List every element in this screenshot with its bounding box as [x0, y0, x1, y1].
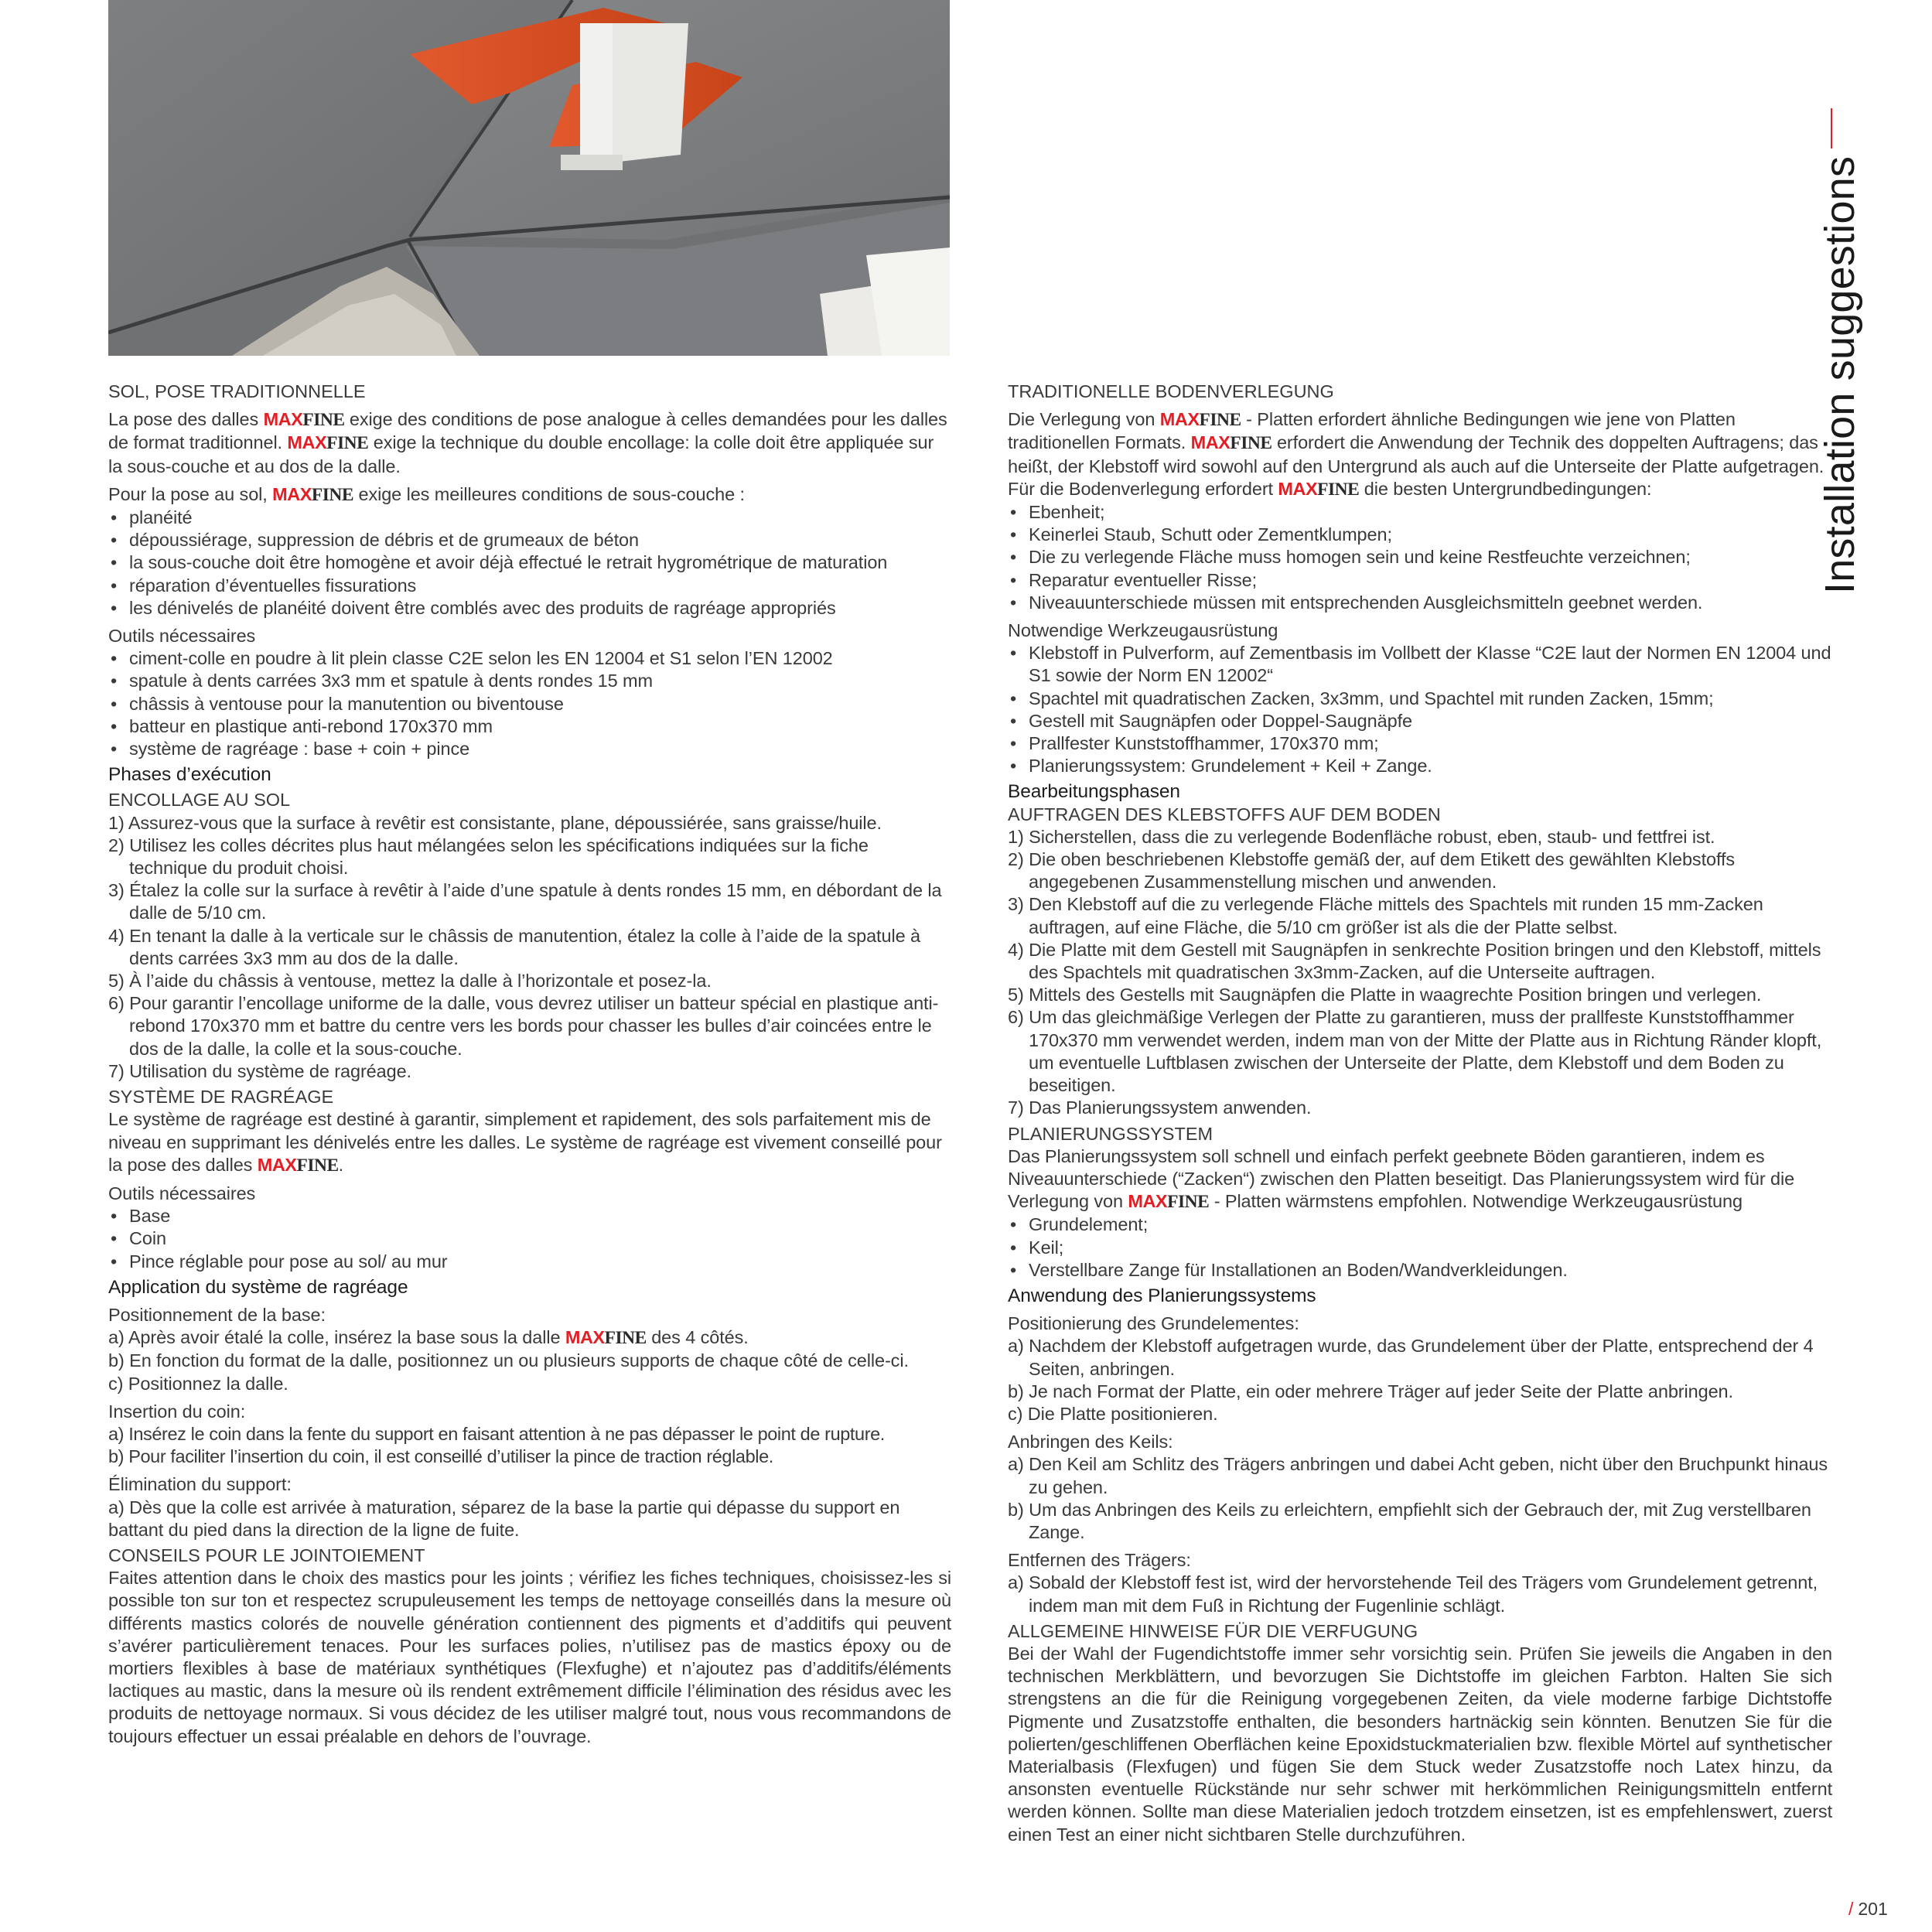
list-item: • Keil; [1008, 1237, 1832, 1259]
list-item: 4) Die Platte mit dem Gestell mit Saugnäpfen in senkrechte Position bringen und den Klebstoff, mittels des Spachtels mit quadratischen 3x3mm-Zacken, auf die Unterseite auftragen. [1008, 939, 1821, 983]
fr-leveling-title: SYSTÈME DE RAGRÉAGE [108, 1087, 334, 1108]
list-item: 3) Étalez la colle sur la surface à revêtir à l’aide d’une spatule à dents rondes 15 mm, en débordant de la dalle de 5/10 cm. [108, 880, 942, 923]
de-intro: Die Verlegung von MAXFINE - Platten erfordert ähnliche Bedingungen wie jene von Platten traditionellen Formats. MAXFINE erfordert die Anwendung der Technik des doppelten Auftragens; das heißt, der Klebstoff wird sowohl auf den Untergrund als auch auf die Unterseite der Platte aufgetragen. Für die Bodenverlegung erfordert MAXFINE die besten Untergrundbedingungen: [1008, 409, 1824, 500]
list-item: • Coin [108, 1227, 951, 1250]
list-item: • Ebenheit; [1008, 501, 1832, 524]
list-item: 5) À l’aide du châssis à ventouse, mettez la dalle à l’horizontale et posez-la. [108, 971, 712, 992]
de-joint-text: Bei der Wahl der Fugendichtstoffe immer sehr vorsichtig sein. Prüfen Sie jeweils die Angaben in den technischen Merkblättern, und bevorzugen Sie Dichtstoffe im gleichen Farbton. Halten Sie sich strengstens an die für die Reinigung vorgegebenen Zeiten, da viele moderne farbige Dichtstoffe Pigmente und Zusatzstoffe enthalten, die besonders hartnäckig sein könnten. Benutzen Sie für die polierten/geschliffenen Oberflächen keine Epoxidstuckmaterialien bzw. flexible Mörtel auf synthetischer Materialbasis (Flexfugen) und fügen Sie dem Stuck weder Zusatzstoffe noch Latex hinzu, da ansonsten eventuelle Rückstände nur sehr schwer mit herkömmlichen Reinigungsmitteln entfernt werden können. Sollte man diese Materialien jedoch trotzdem einsetzen, ist es empfehlenswert, zuerst einen Test an einer nicht sichtbaren Stelle durchzuführen. [1008, 1643, 1832, 1845]
fr-insertion-title: Insertion du coin: [108, 1401, 246, 1422]
maxfine-logo: MAXFINE [263, 409, 345, 431]
maxfine-logo: MAXFINE [287, 432, 369, 454]
list-item: • Gestell mit Saugnäpfen oder Doppel-Saugnäpfe [1008, 710, 1832, 732]
list-item: • planéité [108, 507, 951, 529]
fr-leveling-text: Le système de ragréage est destiné à garantir, simplement et rapidement, des sols parfaitement mis de niveau en supprimant les dénivelés entre les dalles. Le système de ragréage est vivement conseillé pour la pose des dalles MAXFINE. [108, 1109, 942, 1176]
side-title-accent-line [1831, 108, 1832, 148]
de-leveling-title: PLANIERUNGSSYSTEM [1008, 1123, 1213, 1144]
list-item: • Prallfester Kunststoffhammer, 170x370 mm; [1008, 732, 1832, 755]
tile-leveling-illustration [108, 0, 950, 356]
fr-joint-title: CONSEILS POUR LE JOINTOIEMENT [108, 1545, 425, 1565]
de-positioning-title: Positionierung des Grundelementes: [1008, 1313, 1299, 1334]
page-number [1848, 1899, 1888, 1920]
fr-tools-title: Outils nécessaires [108, 626, 256, 647]
fr-glue-title: ENCOLLAGE AU SOL [108, 790, 291, 811]
fr-intro: La pose des dalles MAXFINE exige des conditions de pose analogue à celles demandées pour les dalles de format traditionnel. MAXFINE exige la technique du double encollage: la colle doit être appliquée sur la sous-couche et au dos de la dalle. [108, 409, 947, 476]
fr-elimination-title: Élimination du support: [108, 1474, 292, 1495]
de-glue-title: AUFTRAGEN DES KLEBSTOFFS AUF DEM BODEN [1008, 804, 1441, 824]
list-item: 6) Um das gleichmäßige Verlegen der Platte zu garantieren, muss der prallfeste Kunststoffhammer 170x370 mm verwendet werden, indem man von der Mitte der Platte aus in Richtung Ränder klopft, um eventuelle Luftblasen zwischen der Unterseite der Platte, dem Klebstoff und dem Boden zu beseitigen. [1008, 1007, 1822, 1096]
page-number-value: 201 [1858, 1899, 1888, 1919]
de-tools-title: Notwendige Werkzeugausrüstung [1008, 620, 1278, 641]
de-leveling-tools-list [1008, 1213, 1832, 1282]
maxfine-logo: MAXFINE [1159, 409, 1241, 431]
list-item: a) Après avoir étalé la colle, insérez la base sous la dalle MAXFINE des 4 côtés. [108, 1327, 749, 1349]
fr-positioning-title: Positionnement de la base: [108, 1304, 326, 1325]
de-conditions-list [1008, 501, 1832, 614]
list-item: • système de ragréage : base + coin + pince [108, 738, 951, 760]
list-item: • châssis à ventouse pour la manutention ou biventouse [108, 693, 951, 715]
list-item: • Reparatur eventueller Risse; [1008, 569, 1832, 592]
list-item: 1) Assurez-vous que la surface à revêtir est consistante, plane, dépoussiérée, sans graisse/huile. [108, 812, 882, 833]
de-glue-steps [1008, 826, 1832, 1120]
list-item: 2) Die oben beschriebenen Klebstoffe gemäß der, auf dem Etikett des gewählten Klebstoffs angegebenen Zusammenstellung mischen und anwenden. [1008, 849, 1736, 893]
de-leveling-text: Das Planierungssystem soll schnell und einfach perfekt geebnete Böden garantieren, indem es Niveauunterschiede (“Zacken“) zwischen den Platten beseitigt. Das Planierungssystem wird für die Verlegung von MAXFINE - Platten wärmstens empfohlen. Notwendige Werkzeugausrüstung [1008, 1145, 1795, 1213]
list-item: b) Je nach Format der Platte, ein oder mehrere Träger auf jeder Seite der Platte anbringen. [1008, 1381, 1733, 1401]
list-item: 4) En tenant la dalle à la verticale sur le châssis de manutention, étalez la colle à l’aide de la spatule à dents carrées 3x3 mm au dos de la dalle. [108, 925, 920, 968]
fr-elimination-text: a) Dès que la colle est arrivée à maturation, séparez de la base la partie qui dépasse du support en battant du pied dans la direction de la ligne de fuite. [108, 1497, 900, 1540]
fr-positioning-steps [108, 1326, 951, 1395]
list-item: • la sous-couche doit être homogène et avoir déjà effectué le retrait hygrométrique de maturation [108, 551, 951, 574]
list-item: • Planierungssystem: Grundelement + Keil + Zange. [1008, 755, 1832, 777]
list-item: • Die zu verlegende Fläche muss homogen sein und keine Restfeuchte verzeichnen; [1008, 546, 1832, 568]
de-tools-list [1008, 642, 1832, 777]
list-item: • batteur en plastique anti-rebond 170x370 mm [108, 715, 951, 738]
list-item: 3) Den Klebstoff auf die zu verlegende Fläche mittels des Spachtels mit runden 15 mm-Zacken auftragen, auf eine Fläche, die 5/10 cm größer ist als die der Platte selbst. [1008, 894, 1763, 937]
list-item: • Niveauunterschiede müssen mit entsprechenden Ausgleichsmitteln geebnet werden. [1008, 592, 1832, 614]
maxfine-logo: MAXFINE [1128, 1191, 1210, 1213]
list-item: b) En fonction du format de la dalle, positionnez un ou plusieurs supports de chaque côté de celle-ci. [108, 1350, 909, 1371]
list-item: a) Sobald der Klebstoff fest ist, wird der hervorstehende Teil des Trägers vom Grundelement getrennt, indem man mit dem Fuß in Richtung der Fugenlinie schlägt. [1008, 1572, 1818, 1616]
list-item: a) Nachdem der Klebstoff aufgetragen wurde, das Grundelement über der Platte, entsprechend der 4 Seiten, anbringen. [1008, 1336, 1814, 1379]
de-phases-title: Bearbeitungsphasen [1008, 781, 1180, 803]
fr-phases-title: Phases d’exécution [108, 764, 271, 786]
list-item: 7) Utilisation du système de ragréage. [108, 1060, 411, 1081]
de-application-title: Anwendung des Planierungssystems [1008, 1285, 1316, 1306]
list-item: • Verstellbare Zange für Installationen an Boden/Wandverkleidungen. [1008, 1259, 1832, 1282]
page-number-slash: / [1848, 1899, 1854, 1919]
list-item: b) Pour faciliter l’insertion du coin, il est conseillé d’utiliser la pince de traction réglable. [108, 1446, 773, 1467]
list-item: a) Insérez le coin dans la fente du support en faisant attention à ne pas dépasser le point de rupture. [108, 1423, 885, 1444]
list-item: c) Positionnez la dalle. [108, 1373, 288, 1394]
fr-tools-list [108, 647, 951, 760]
list-item: • Pince réglable pour pose au sol/ au mur [108, 1251, 951, 1273]
list-item: • les dénivelés de planéité doivent être comblés avec des produits de ragréage appropriés [108, 597, 951, 620]
de-positioning-steps [1008, 1335, 1832, 1425]
list-item: • spatule à dents carrées 3x3 mm et spatule à dents rondes 15 mm [108, 670, 951, 692]
maxfine-logo: MAXFINE [1190, 432, 1272, 454]
list-item: • ciment-colle en poudre à lit plein classe C2E selon les EN 12004 et S1 selon l’EN 12002 [108, 647, 951, 670]
list-item: 5) Mittels des Gestells mit Saugnäpfen die Platte in waagrechte Position bringen und verlegen. [1008, 985, 1762, 1005]
de-joint-title: ALLGEMEINE HINWEISE FÜR DIE VERFUGUNG [1008, 1620, 1418, 1641]
fr-joint-text: Faites attention dans le choix des mastics pour les joints ; vérifiez les fiches techniques, choisissez-les si possible ton sur ton et respectez scrupuleusement les temps de nettoyage conseillés dans la mesure où différents mastics colorés de nouvelle génération contiennent des pigments et d’additifs qui peuvent s’avérer particulièrement tenaces. Pour les surfaces polies, n’utilisez pas de mastics époxy ou de mortiers flexibles à base de matériaux synthétiques (Flexfughe) et n’ajoutez pas d’additifs/éléments lactiques au mastic, dans la mesure où ils rendent extrêmement difficile l’élimination des résidus avec les produits de nettoyage normaux. Si vous décidez de les utiliser malgré tout, nous vous recommandons de toujours effectuer un essai préalable en dehors de l’ouvrage. [108, 1568, 951, 1746]
list-item: 6) Pour garantir l’encollage uniforme de la dalle, vous devrez utiliser un batteur spécial en plastique anti-rebond 170x370 mm et battre du centre vers les bords pour chasser les bulles d’air coincées entre le dos de la dalle, la colle et la sous-couche. [108, 993, 939, 1059]
maxfine-logo: MAXFINE [565, 1327, 647, 1349]
maxfine-logo: MAXFINE [272, 483, 354, 505]
list-item: • Spachtel mit quadratischen Zacken, 3x3mm, und Spachtel mit runden Zacken, 15mm; [1008, 688, 1832, 710]
de-insertion-steps [1008, 1453, 1832, 1544]
side-title: Installation suggestions [1817, 155, 1863, 594]
fr-glue-steps [108, 812, 951, 1083]
german-column [1008, 381, 1832, 1846]
list-item: • réparation d’éventuelles fissurations [108, 575, 951, 597]
list-item: 7) Das Planierungssystem anwenden. [1008, 1097, 1312, 1118]
de-section-title: TRADITIONELLE BODENVERLEGUNG [1008, 381, 1334, 401]
fr-conditions-intro: Pour la pose au sol, MAXFINE exige les meilleures conditions de sous-couche : [108, 483, 745, 505]
list-item: c) Die Platte positionieren. [1008, 1403, 1218, 1424]
list-item: • Klebstoff in Pulverform, auf Zementbasis im Vollbett der Klasse “C2E laut der Normen EN 12004 und S1 sowie der Norm EN 12002“ [1008, 642, 1832, 687]
list-item: • dépoussiérage, suppression de débris et de grumeaux de béton [108, 529, 951, 551]
french-column [108, 381, 951, 1748]
fr-insertion-steps [108, 1423, 951, 1468]
maxfine-logo: MAXFINE [257, 1154, 339, 1176]
de-insertion-title: Anbringen des Keils: [1008, 1432, 1173, 1452]
de-elimination-steps [1008, 1572, 1832, 1616]
fr-section-title: SOL, POSE TRADITIONNELLE [108, 381, 366, 401]
list-item: • Keinerlei Staub, Schutt oder Zementklumpen; [1008, 524, 1832, 546]
list-item: • Base [108, 1205, 951, 1227]
maxfine-logo: MAXFINE [1278, 478, 1360, 500]
list-item: b) Um das Anbringen des Keils zu erleichtern, empfiehlt sich der Gebrauch der, mit Zug verstellbaren Zange. [1008, 1499, 1811, 1542]
tile-leveling-photo [108, 0, 950, 356]
fr-application-title: Application du système de ragréage [108, 1276, 408, 1298]
list-item: 1) Sicherstellen, dass die zu verlegende Bodenfläche robust, eben, staub- und fettfrei ist. [1008, 826, 1715, 847]
list-item: • Grundelement; [1008, 1213, 1832, 1236]
list-item: 2) Utilisez les colles décrites plus haut mélangées selon les spécifications indiquées sur la fiche technique du produit choisi. [108, 835, 869, 879]
fr-leveling-tools-title: Outils nécessaires [108, 1183, 256, 1203]
fr-leveling-tools-list [108, 1205, 951, 1273]
list-item: a) Den Keil am Schlitz des Trägers anbringen und dabei Acht geben, nicht über den Bruchpunkt hinaus zu gehen. [1008, 1454, 1828, 1497]
fr-conditions-list [108, 507, 951, 620]
de-elimination-title: Entfernen des Trägers: [1008, 1550, 1191, 1571]
